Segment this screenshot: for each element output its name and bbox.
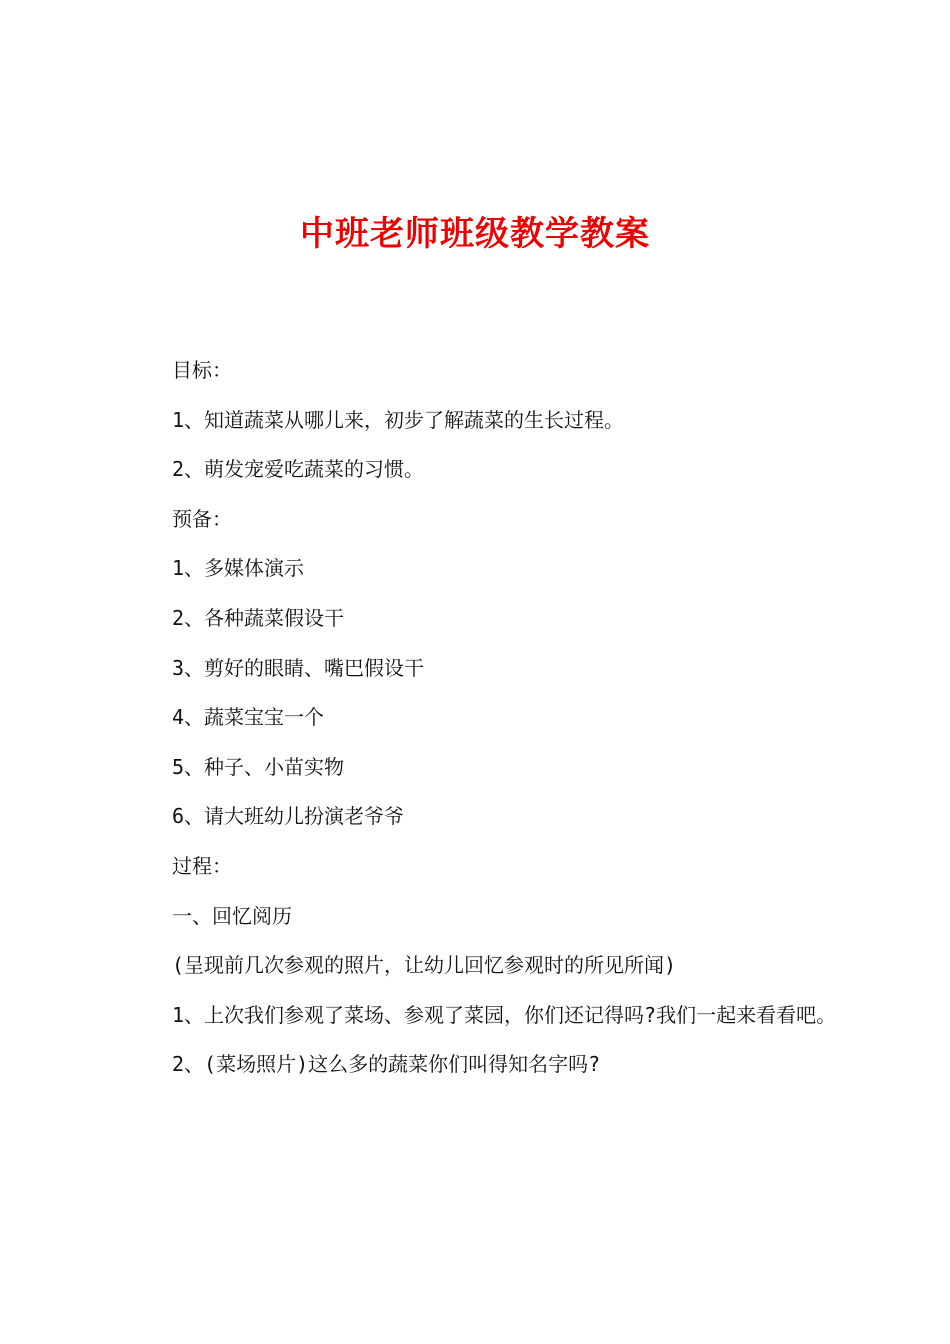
paragraph-prep-6: 6、请大班幼儿扮演老爷爷 (172, 804, 405, 829)
paragraph-prep-4: 4、蔬菜宝宝一个 (172, 705, 325, 730)
document-body (128, 346, 838, 1090)
document-title: 中班老师班级教学教案 (300, 214, 650, 254)
paragraph-section-1-note: (呈现前几次参观的照片，让幼儿回忆参观时的所见所闻) (172, 953, 677, 978)
paragraph-prep-1: 1、多媒体演示 (172, 556, 305, 581)
paragraph-prep-2: 2、各种蔬菜假设干 (172, 605, 345, 630)
paragraph-process-heading: 过程： (172, 853, 232, 878)
paragraph-preparation-heading: 预备： (172, 506, 232, 531)
paragraph-step-1: 1、上次我们参观了菜场、参观了菜园，你们还记得吗?我们一起来看看吧。 (172, 1002, 837, 1027)
paragraph-goal-2: 2、萌发宠爱吃蔬菜的习惯。 (172, 457, 425, 482)
paragraph-prep-3: 3、剪好的眼睛、嘴巴假设干 (172, 655, 425, 680)
paragraph-step-2: 2、(菜场照片)这么多的蔬菜你们叫得知名字吗? (172, 1052, 601, 1077)
paragraph-goals-heading: 目标： (172, 358, 232, 382)
paragraph-section-1-heading: 一、回忆阅历 (172, 903, 292, 928)
paragraph-prep-5: 5、种子、小苗实物 (172, 754, 345, 779)
paragraph-goal-1: 1、知道蔬菜从哪儿来，初步了解蔬菜的生长过程。 (172, 407, 625, 432)
